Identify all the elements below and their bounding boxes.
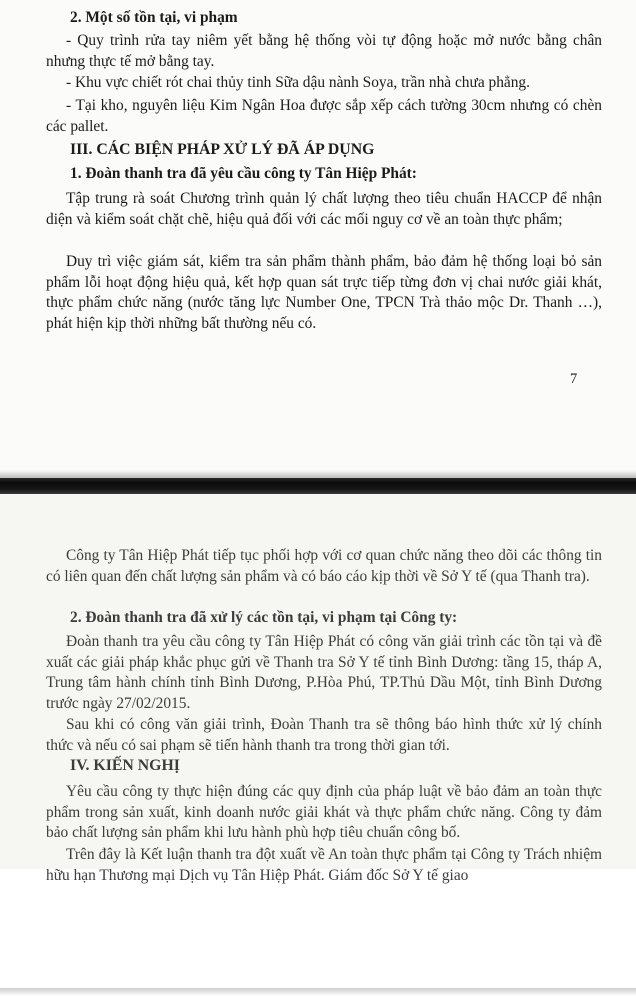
- violation-item-warehouse: - Tại kho, nguyên liệu Kim Ngân Hoa được sắp xếp cách tường 30cm nhưng có chèn các pallet.: [46, 97, 602, 135]
- page-number: 7: [570, 371, 578, 387]
- document-page-bottom: [0, 494, 636, 884]
- paragraph-conclusion: Trên đây là Kết luận thanh tra đột xuất về An toàn thực phẩm tại Công ty Trách nhiệm hữu hạn Thương mại Dịch vụ Tân Hiệp Phát. Giám đốc Sở Y tế giao: [46, 846, 602, 884]
- violation-item-handwashing: - Quy trình rửa tay niêm yết bằng hệ thống vòi tự động hoặc mở nước bằng chân nhưng thực tế mở bằng tay.: [46, 32, 602, 70]
- violation-item-ceiling: - Khu vực chiết rót chai thủy tinh Sữa dậu nành Soya, trần nhà chưa phẳng.: [66, 74, 530, 91]
- paragraph-compliance: Yêu cầu công ty thực hiện đúng các quy định của pháp luật về bảo đảm an toàn thực phẩm trong sản xuất, kinh doanh nước giải khát và thực phẩm chức năng. Công ty đảm bảo chất lượng sản phẩm khi lưu hành phù hợp tiêu chuẩn công bố.: [46, 783, 602, 841]
- subheading-inspection-requests: 1. Đoàn thanh tra đã yêu cầu công ty Tân Hiệp Phát:: [70, 165, 417, 182]
- document-page-top: [0, 0, 636, 478]
- page-top-shadow: [0, 988, 636, 996]
- paragraph-explanation-request: Đoàn thanh tra yêu cầu công ty Tân Hiệp Phát có công văn giải trình các tồn tại và đề xuất các giải pháp khắc phục gửi về Thanh tra Sở Y tế tỉnh Bình Dương: tầng 15, tháp A, Trung tâm hành chính tỉnh Bình Dương, P.Hòa Phú, TP.Thủ Dầu Một, tỉnh Bình Dương trước ngày 27/02/2015.: [46, 633, 602, 712]
- page-edge-shadow: [0, 470, 636, 478]
- section-heading-violations: 2. Một số tồn tại, vi phạm: [70, 9, 238, 26]
- page-separator: [0, 478, 636, 494]
- paragraph-haccp: Tập trung rà soát Chương trình quản lý chất lượng theo tiêu chuẩn HACCP để nhận diện và kiểm soát chặt chẽ, hiệu quả đối với các mối nguy cơ về an toàn thực phẩm;: [46, 190, 602, 228]
- paragraph-follow-up: Sau khi có công văn giải trình, Đoàn Thanh tra sẽ thông báo hình thức xử lý chính thức và nếu có sai phạm sẽ tiến hành thanh tra trong thời gian tới.: [46, 716, 602, 754]
- subheading-handling: 2. Đoàn thanh tra đã xử lý các tồn tại, vi phạm tại Công ty:: [70, 609, 458, 626]
- section-heading-measures: III. CÁC BIỆN PHÁP XỬ LÝ ĐÃ ÁP DỤNG: [70, 141, 375, 158]
- section-heading-recommendations: IV. KIẾN NGHỊ: [70, 757, 180, 774]
- paragraph-monitoring: Duy trì việc giám sát, kiểm tra sản phẩm thành phẩm, bảo đảm hệ thống loại bỏ sản phẩm lỗi hoạt động hiệu quả, kết hợp quan sát trực tiếp từng đơn vị chai nước giải khát, thực phẩm chức năng (nước tăng lực Number One, TPCN Trà thảo mộc Dr. Thanh …), phát hiện kịp thời những bất thường nếu có.: [46, 253, 602, 332]
- paragraph-cooperation: Công ty Tân Hiệp Phát tiếp tục phối hợp với cơ quan chức năng theo dõi các thông tin có liên quan đến chất lượng sản phẩm và có báo cáo kịp thời về Sở Y tế (qua Thanh tra).: [46, 547, 602, 585]
